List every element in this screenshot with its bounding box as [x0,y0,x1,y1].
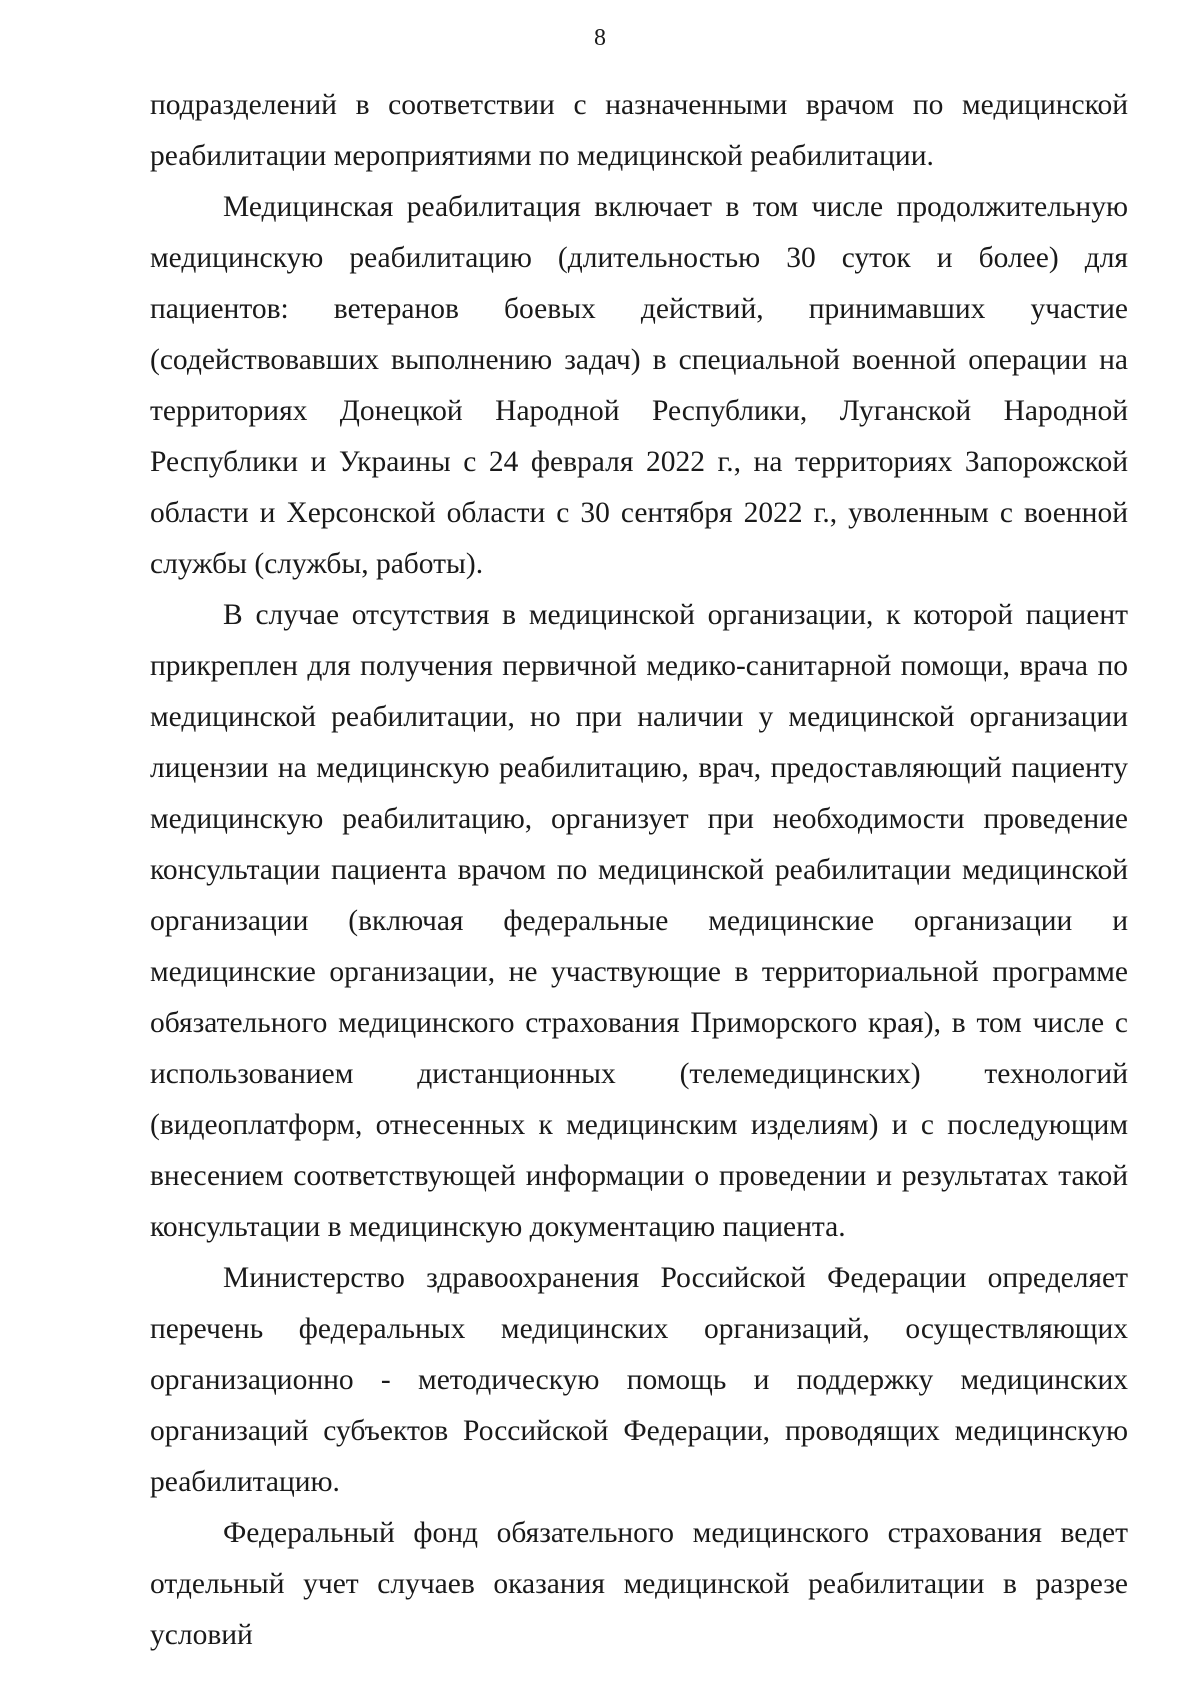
paragraph-insurance-fund: Федеральный фонд обязательного медицинского страхования ведет отдельный учет случаев оказания медицинской реабилитации в разрезе условий [150,1517,1128,1651]
page-number: 8 [594,25,606,51]
paragraph-ministry-of-health: Министерство здравоохранения Российской Федерации определяет перечень федеральных медицинских организаций, осуществляющих организационно - методическую помощь и поддержку медицинских организаций субъектов Российской Федерации, проводящих медицинскую реабилитацию. [150,1262,1128,1498]
paragraph-continuation: подразделений в соответствии с назначенными врачом по медицинской реабилитации мероприятиями по медицинской реабилитации. [150,89,1128,172]
document-body [150,80,1128,1661]
paragraph-absence-of-doctor: В случае отсутствия в медицинской организации, к которой пациент прикреплен для получения первичной медико-санитарной помощи, врача по медицинской реабилитации, но при наличии у медицинской организации лицензии на медицинскую реабилитацию, врач, предоставляющий пациенту медицинскую реабилитацию, организует при необходимости проведение консультации пациента врачом по медицинской реабилитации медицинской организации (включая федеральные медицинские организации и медицинские организации, не участвующие в территориальной программе обязательного медицинского страхования Приморского края), в том числе с использованием дистанционных (телемедицинских) технологий (видеоплатформ, отнесенных к медицинским изделиям) и с последующим внесением соответствующей информации о проведении и результатах такой консультации в медицинскую документацию пациента. [150,599,1128,1243]
paragraph-rehabilitation-scope: Медицинская реабилитация включает в том числе продолжительную медицинскую реабилитацию (длительностью 30 суток и более) для пациентов: ветеранов боевых действий, принимавших участие (содействовавших выполнению задач) в специальной военной операции на территориях Донецкой Народной Республики, Луганской Народной Республики и Украины с 24 февраля 2022 г., на территориях Запорожской области и Херсонской области с 30 сентября 2022 г., уволенным с военной службы (службы, работы). [150,191,1128,580]
